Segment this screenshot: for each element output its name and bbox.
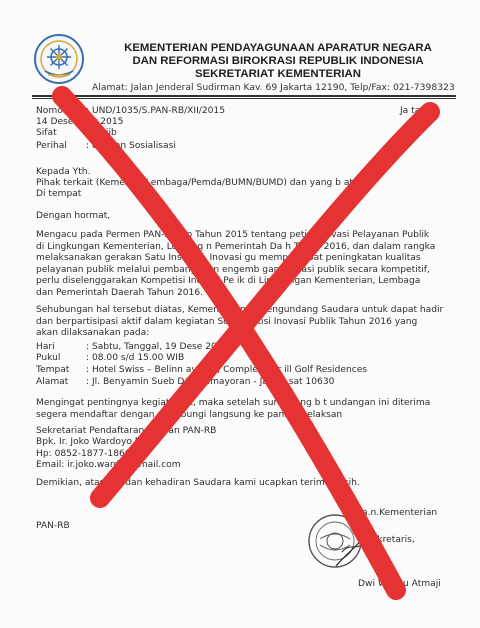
tempat-label: Tempat [36,365,70,375]
letter-place: Ja ta, [400,106,424,116]
paragraph-1 [36,230,435,300]
letterhead-line1: KEMENTERIAN PENDAYAGUNAAN APARATUR NEGARA [124,42,432,54]
perihal-label: Perihal [36,141,67,151]
paragraph-3-line: segera mendaftar dengan m hubungi langsung ke panitia pelaksan [36,409,343,420]
ministry-emblem-icon [33,33,85,85]
alamat-label: Alamat [36,377,69,387]
paragraph-2-line: dan berpartisipasi aktif dalam kegiatan So ompetisi Inovasi Publik Tahun 2016 yang [36,316,418,327]
letterhead-line3: SEKRETARIAT KEMENTERIAN [194,68,361,80]
paragraph-1-line: pelayanan publik melalui pembangunan engemb gan inovasi publik secara kompetitif, [36,264,430,275]
paragraph-1-line: melaksanakan gerakan Satu Instansi, Inovasi gu mempercepat peningkatan kualitas [36,253,421,264]
paragraph-2 [36,305,443,340]
nomor-value: : UND/1035/S.PAN-RB/XII/2015 [86,106,225,116]
paragraph-1-line: Mengacu pada Permen PAN-RB No Tahun 2015 tentang petisi Inovasi Pelayanan Publik [36,230,430,240]
signature-on-behalf: a.n.Kementerian [362,508,438,518]
recipient-line2: Pihak terkait (Kemente /Lembaga/Pemda/BUMN/BUMD) dan yang b at. [36,178,356,188]
hari-value: : Sabtu, Tanggal, 19 Dese 2015 [86,342,229,352]
alamat-value: : Jl. Benyamin Sueb D/6, Kemayoran - Jakart sat 10630 [86,377,335,387]
nomor-label: Nomor [36,106,67,116]
letter-date: 14 Desember 2015 [36,117,124,127]
sifat-value: : Wajib [86,128,117,138]
pukul-label: Pukul [36,353,61,363]
signature-name: Dwi Wahyu Atmaji [358,579,441,589]
letterhead-rule-thin [32,98,456,99]
recipient-line1: Kepada Yth. [36,167,91,177]
paragraph-1-line: dan Pemerintah Daerah Tahun 2016. [36,287,203,298]
sifat-label: Sifat [36,128,57,138]
tempat-value: : Hotel Swiss – Belinn ayoran, Complex Spr ill Golf Residences [86,365,368,375]
hari-label: Hari [36,342,55,352]
perihal-value: : dangan Sosialisasi [86,141,176,151]
cc-text: PAN-RB [36,521,70,531]
letterhead-line2: DAN REFORMASI BIROKRASI REPUBLIK INDONESIA [132,55,424,67]
paragraph-3 [36,398,430,421]
pukul-value: : 08.00 s/d 15.00 WIB [86,353,185,363]
paragraph-1-line: di Lingkungan Kementerian, Lembag n Pemerintah Da h Tahun 2016, dan dalam rangka [36,241,436,252]
letterhead [0,0,480,100]
official-stamp-icon [306,512,364,570]
recipient-line3: Di tempat [36,189,82,199]
contact-line1: Sekretariat Pendaftaran nterian PAN-RB [36,426,217,436]
paragraph-2-line: akan dilaksanakan pada: [36,328,150,339]
letterhead-address: Alamat: Jalan Jenderal Sudirman Kav. 69 Jakarta 12190, Telp/Fax: 021-7398323 [92,82,455,93]
closing-sentence: Demikian, atas per dan kehadiran Saudara kami ucapkan terima kasih. [36,478,360,488]
greeting: Dengan hormat, [36,211,111,221]
contact-phone: Hp: 0852-1877-1866 [36,449,131,459]
contact-email: Email: ir.joko.wardoy gmail.com [36,460,181,470]
paragraph-3-line: Mengingat pentingnya kegiat ebut, maka setelah surat yang b t undangan ini diterima [36,398,431,408]
paragraph-2-line: Sehubungan hal tersebut diatas, Kementerian B mengundang Saudara untuk dapat hadir [36,305,444,315]
contact-line2: Bpk. Ir. Joko Wardoyo N [36,437,142,447]
paragraph-1-line: perlu diselenggarakan Kompetisi Inovasi Pe ik di Lingkungan Kementerian, Lembaga [36,276,421,287]
signature-title: Sekretaris, [366,535,415,545]
letterhead-rule [32,95,456,97]
